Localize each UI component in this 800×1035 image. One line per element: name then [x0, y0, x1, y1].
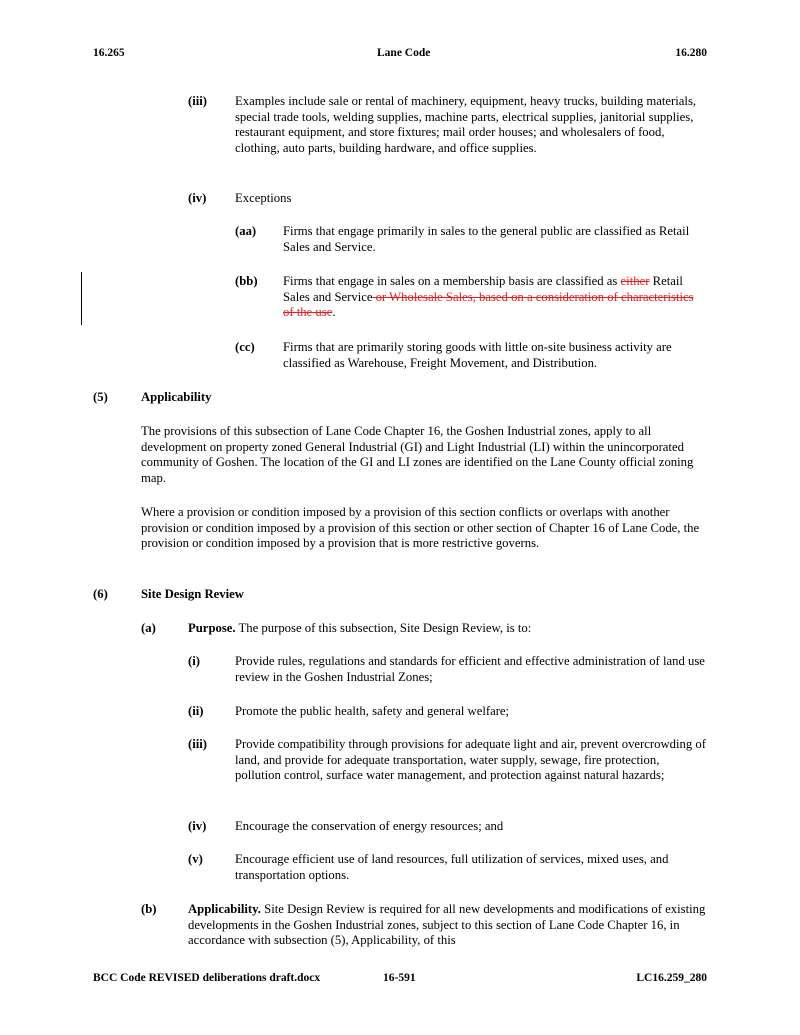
item-text: Encourage the conservation of energy resources; and: [235, 819, 504, 833]
text-run: The purpose of this subsection, Site Design Review, is to:: [235, 621, 532, 635]
subitem-text: Firms that are primarily storing goods with little on-site business activity are classified as Warehouse, Freight Movement, and Distribution.: [283, 340, 672, 370]
paragraph: The provisions of this subsection of Lane Code Chapter 16, the Goshen Industrial zones, apply to all development on property zoned General Industrial (GI) and Light Industrial (LI) within the unincorporated community of Goshen. The location of the GI and LI zones are identified on the Lane County official zoning map.: [141, 424, 694, 485]
deleted-text: or Wholesale Sales, based on a consideration of characteristics of the use: [283, 289, 694, 320]
text-run: Retail Sales and Service: [283, 274, 683, 304]
subsection-label: (a): [141, 621, 156, 635]
item-text: Provide compatibility through provisions for adequate light and air, prevent overcrowding of land, and provide for adequate transportation, water supply, sewage, fire protection, pollution control, surface water management, and protection against natural hazards;: [235, 737, 706, 783]
paragraph: Where a provision or condition imposed by a provision of this section conflicts or overlaps with another provision or condition imposed by a provision of this section or other section of Chapter 16 of Lane Code, the provision or condition imposed by a provision that is more restrictive governs.: [141, 505, 700, 551]
item-label: (iv): [188, 191, 207, 205]
item-label: (ii): [188, 704, 204, 718]
deleted-text: either: [620, 274, 650, 288]
header-left: 16.265: [93, 47, 125, 59]
text-run: Site Design Review is required for all new developments and modifications of existing developments in the Goshen Industrial zones, subject to this section of Lane Code Chapter 16, in accordance with subsection (5), Applicability, of this: [188, 902, 706, 948]
item-label: (iii): [188, 94, 208, 108]
footer-filename: BCC Code REVISED deliberations draft.docx: [93, 972, 321, 984]
item-label: (i): [188, 654, 200, 668]
section-number: (5): [93, 390, 108, 404]
text-run: .: [332, 305, 336, 320]
text-run: Firms that engage in sales on a membership basis are classified as: [283, 274, 621, 288]
item-text: Examples include sale or rental of machinery, equipment, heavy trucks, building materials, special trade tools, welding supplies, machine parts, electrical supplies, janitorial supplies, restaurant equipment, and store fixtures; mail order houses; and wholesalers of food, clothing, auto parts, building hardware, and office supplies.: [235, 94, 697, 155]
revision-change-bar: [81, 272, 82, 325]
footer-page-number: 16-591: [383, 972, 416, 984]
subitem-label: (bb): [235, 274, 258, 288]
subitem-text: Firms that engage primarily in sales to the general public are classified as Retail Sales and Service.: [283, 224, 690, 254]
item-text: Exceptions: [235, 191, 292, 205]
section-number: (6): [93, 587, 108, 601]
subsection-label: (b): [141, 902, 157, 916]
subitem-label: (aa): [235, 224, 257, 238]
header-center: Lane Code: [377, 47, 431, 59]
subsection-text: [188, 621, 707, 637]
item-label: (v): [188, 852, 203, 866]
footer-reference: LC16.259_280: [636, 972, 707, 984]
subsection-title: Applicability.: [188, 902, 261, 916]
item-label: (iii): [188, 737, 208, 751]
section-title: Site Design Review: [141, 587, 244, 601]
subitem-text-tracked: [283, 274, 707, 321]
item-label: (iv): [188, 819, 207, 833]
item-text: Provide rules, regulations and standards for efficient and effective administration of land use review in the Goshen Industrial Zones;: [235, 654, 705, 684]
section-title: Applicability: [141, 390, 212, 404]
subsection-text: [188, 902, 707, 949]
subitem-label: (cc): [235, 340, 255, 354]
subsection-title: Purpose.: [188, 621, 236, 635]
header-right: 16.280: [675, 47, 707, 59]
item-text: Promote the public health, safety and general welfare;: [235, 704, 510, 718]
item-text: Encourage efficient use of land resources, full utilization of services, mixed uses, and transportation options.: [235, 852, 669, 882]
